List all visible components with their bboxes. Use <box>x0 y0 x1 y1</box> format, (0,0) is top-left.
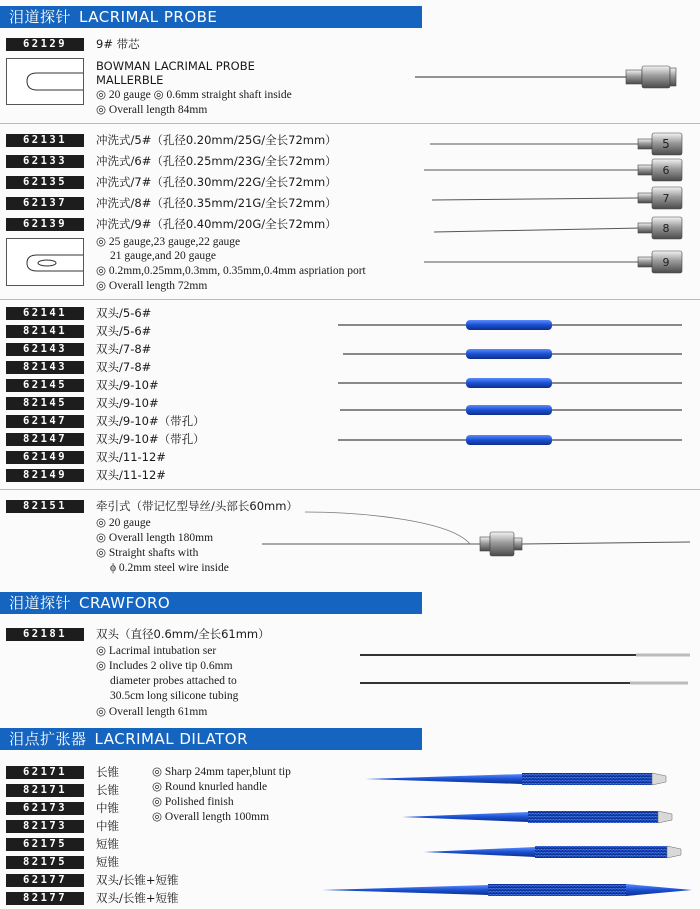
product-code: 62129 <box>6 38 84 51</box>
product-label: 双头/11-12# <box>96 468 166 482</box>
product-label: 冲洗式/5#（孔径0.20mm/25G/全长72mm） <box>96 133 337 147</box>
spec-line: ◎ Overall length 61mm <box>96 706 208 718</box>
product-label: 双头/9-10#（带孔） <box>96 414 205 428</box>
product-code: 62145 <box>6 379 84 392</box>
product-label: 短锥 <box>96 837 119 851</box>
double-probe-icons <box>338 320 682 445</box>
product-code: 62171 <box>6 766 84 779</box>
product-code: 82177 <box>6 892 84 905</box>
product-code: 82175 <box>6 856 84 869</box>
hub-number: 6 <box>662 164 670 177</box>
dilator-medium-taper-icon <box>402 811 672 823</box>
spec-line: ◎ 20 gauge <box>96 517 151 529</box>
product-label: 长锥 <box>96 765 119 779</box>
product-label: 双头/5-6# <box>96 306 152 320</box>
spec-line: ϕ 0.2mm steel wire inside <box>110 562 229 574</box>
product-name: BOWMAN LACRIMAL PROBE <box>96 59 255 73</box>
spec-line: 30.5cm long silicone tubing <box>110 690 239 702</box>
hub-number: 7 <box>662 192 670 205</box>
section-title-en: CRAWFORO <box>79 594 171 612</box>
product-code: 82171 <box>6 784 84 797</box>
spec-line: 21 gauge,and 20 gauge <box>110 250 217 262</box>
spec-line: ◎ Overall length 72mm <box>96 280 208 292</box>
section-title-cn: 泪道探针 <box>9 8 72 26</box>
double-probe-icon <box>340 405 682 415</box>
spec-line: ◎ Sharp 24mm taper,blunt tip <box>152 766 291 778</box>
product-label: 短锥 <box>96 855 119 869</box>
product-code: 62135 <box>6 176 84 189</box>
irrigation-probe-5-icon <box>430 133 682 155</box>
product-code: 82173 <box>6 820 84 833</box>
double-probe-icon <box>338 320 682 330</box>
product-label: 双头/长锥+短锥 <box>96 891 179 905</box>
traction-probe-icon <box>262 512 690 556</box>
product-label: 双头/5-6# <box>96 324 152 338</box>
spec-line: diameter probes attached to <box>110 675 237 687</box>
spec-line: ◎ 25 gauge,23 gauge,22 gauge <box>96 236 241 248</box>
product-label: 冲洗式/7#（孔径0.30mm/22G/全长72mm） <box>96 175 337 189</box>
product-code: 62137 <box>6 197 84 210</box>
hub-number: 5 <box>662 137 670 151</box>
product-subname: MALLERBLE <box>96 73 164 87</box>
double-probe-icon <box>338 378 682 388</box>
irrigation-probe-icons <box>424 133 682 273</box>
product-code: 62173 <box>6 802 84 815</box>
hub-number: 8 <box>662 222 670 235</box>
spec-line: ◎ Round knurled handle <box>152 781 268 793</box>
product-code: 62143 <box>6 343 84 356</box>
irrigation-probe-8-icon <box>434 217 682 239</box>
product-label: 9# 带芯 <box>96 37 140 51</box>
product-code: 62175 <box>6 838 84 851</box>
product-label: 双头/长锥+短锥 <box>96 873 179 887</box>
dilator-short-taper-icon <box>424 846 681 858</box>
product-code: 82151 <box>6 500 84 513</box>
double-probe-icon <box>338 435 682 445</box>
section-title-cn: 泪点扩张器 <box>9 730 87 748</box>
irrigation-probe-6-icon <box>424 159 682 181</box>
spec-line: ◎ Straight shafts with <box>96 547 199 559</box>
hub-number: 9 <box>662 256 670 269</box>
product-label: 双头/7-8# <box>96 342 152 356</box>
product-label: 中锥 <box>96 819 119 833</box>
dilator-icons <box>322 773 692 896</box>
product-code: 82145 <box>6 397 84 410</box>
dilator-long-taper-icon <box>365 773 666 785</box>
product-label: 中锥 <box>96 801 119 815</box>
product-code: 62149 <box>6 451 84 464</box>
spec-line: ◎ Lacrimal intubation ser <box>96 645 217 657</box>
product-label: 长锥 <box>96 783 119 797</box>
product-code: 82141 <box>6 325 84 338</box>
product-label: 双头（直径0.6mm/全长61mm） <box>96 627 270 641</box>
spec-line: ◎ Overall length 100mm <box>152 811 270 823</box>
product-code: 82149 <box>6 469 84 482</box>
product-code: 62177 <box>6 874 84 887</box>
product-label: 双头/9-10#（带孔） <box>96 432 205 446</box>
section-title-en: LACRIMAL PROBE <box>79 8 218 26</box>
product-code: 82143 <box>6 361 84 374</box>
product-label: 双头/11-12# <box>96 450 166 464</box>
bowman-probe-icon <box>415 66 676 88</box>
spec-line: ◎ Overall length 180mm <box>96 532 214 544</box>
product-label: 双头/9-10# <box>96 378 159 392</box>
spec-line: ◎ 0.2mm,0.25mm,0.3mm, 0.35mm,0.4mm aspriation port <box>96 265 366 277</box>
product-label: 冲洗式/6#（孔径0.25mm/23G/全长72mm） <box>96 154 337 168</box>
product-label: 牵引式（带记忆型导丝/头部长60mm） <box>96 499 298 513</box>
spec-line: ◎ 20 gauge ◎ 0.6mm straight shaft inside <box>96 89 292 101</box>
product-code: 62141 <box>6 307 84 320</box>
spec-line: ◎ Includes 2 olive tip 0.6mm <box>96 660 233 672</box>
double-probe-icon <box>343 349 682 359</box>
product-code: 82147 <box>6 433 84 446</box>
product-code: 62181 <box>6 628 84 641</box>
irrigation-probe-7-icon <box>432 187 682 209</box>
product-label: 双头/9-10# <box>96 396 159 410</box>
section-title-cn: 泪道探针 <box>9 594 72 612</box>
product-code: 62147 <box>6 415 84 428</box>
product-code: 62131 <box>6 134 84 147</box>
product-label: 冲洗式/9#（孔径0.40mm/20G/全长72mm） <box>96 217 337 231</box>
spec-line: ◎ Polished finish <box>152 796 234 808</box>
product-label: 冲洗式/8#（孔径0.35mm/21G/全长72mm） <box>96 196 337 210</box>
crawford-probe-icons <box>360 655 690 683</box>
product-code: 62133 <box>6 155 84 168</box>
product-code: 62139 <box>6 218 84 231</box>
dilator-double-taper-icon <box>322 884 692 896</box>
product-label: 双头/7-8# <box>96 360 152 374</box>
section-title-en: LACRIMAL DILATOR <box>94 730 249 748</box>
spec-line: ◎ Overall length 84mm <box>96 104 208 116</box>
irrigation-probe-9-icon <box>424 251 682 273</box>
